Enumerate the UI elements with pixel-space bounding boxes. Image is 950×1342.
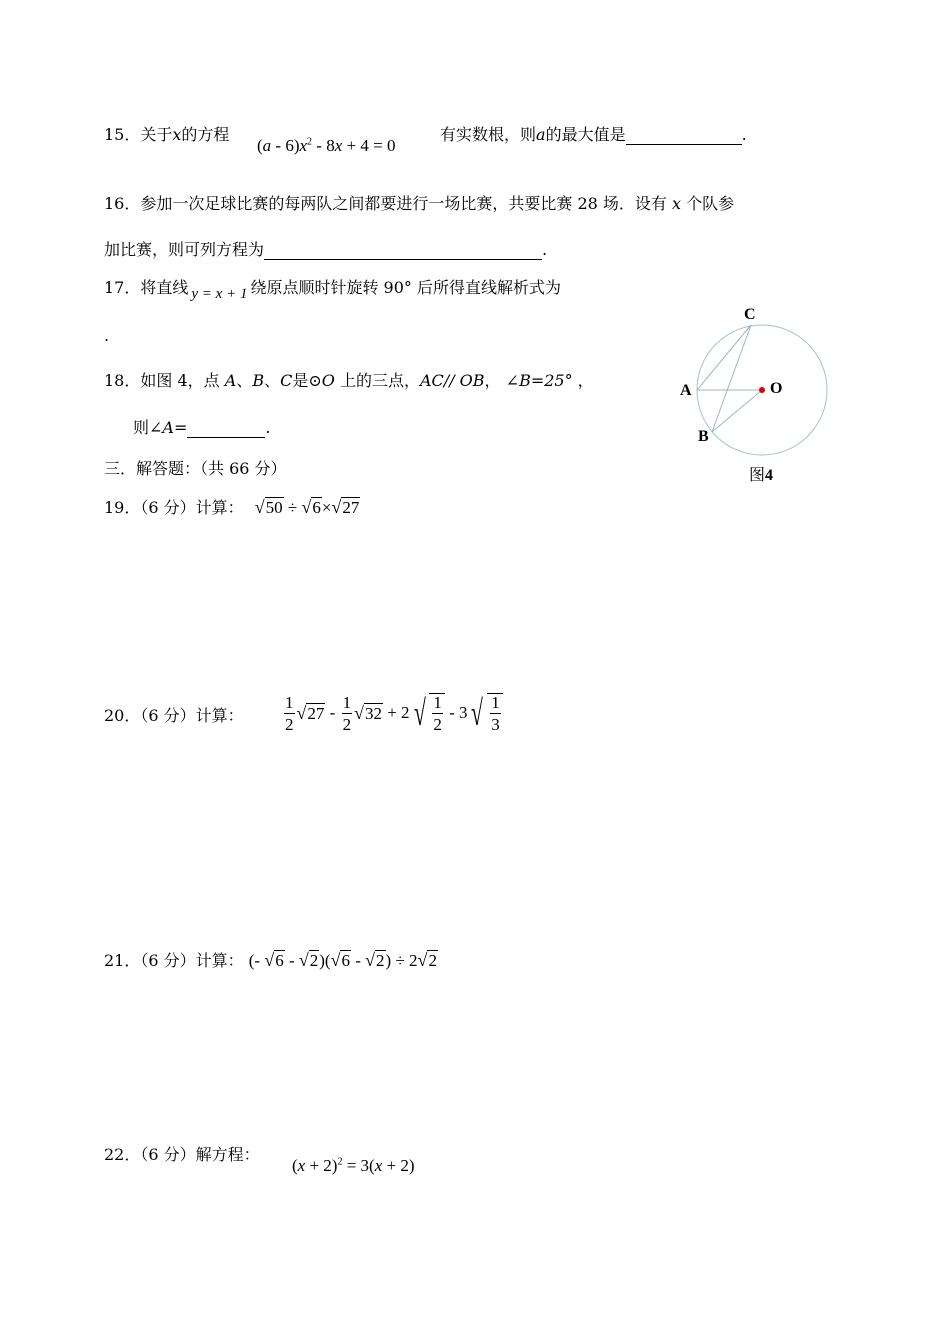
question-16: 16．参加一次足球比赛的每两队之间都要进行一场比赛，共要比赛 28 场．设有 x 个队参 bbox=[104, 194, 735, 213]
q15-tail: 有实数根，则a的最大值是 . bbox=[440, 125, 747, 144]
label-a: A bbox=[680, 382, 692, 399]
figure-caption: 图4 bbox=[749, 465, 774, 484]
q21-expression: (- √6 - √2)(√6 - √2) ÷ 2√2 bbox=[248, 950, 437, 970]
label-b: B bbox=[698, 428, 709, 445]
question-17: 17．将直线 y = x + 1 绕原点顺时针旋转 90° 后所得直线解析式为 bbox=[104, 278, 561, 302]
center-point bbox=[759, 387, 765, 393]
section-3-title: 三．解答题：（共 66 分） bbox=[104, 459, 287, 478]
q20-expression: $\frac{1}{2}$ √27 - $\frac{1}{2}$ √32 + 2 √ $\frac{1}{2}$ - 3 √ $\frac{1}{3}$ bbox=[282, 692, 503, 734]
segment-ac bbox=[697, 325, 751, 390]
question-18-line2: 则∠A= . bbox=[133, 418, 271, 437]
question-21: 21．（6 分）计算： (- √6 - √2)(√6 - √2) ÷ 2√2 bbox=[104, 950, 437, 970]
q15-equation: $(a - 6)x^2 - 8x + 4 = 0$ bbox=[257, 136, 396, 155]
question-16-line2: 加比赛，则可列方程为 . bbox=[104, 240, 548, 259]
answer-blank[interactable] bbox=[264, 240, 542, 260]
q22-equation: $(x + 2)^2 = 3(x + 2)$ bbox=[292, 1156, 415, 1175]
answer-blank[interactable] bbox=[626, 125, 742, 145]
q17-dot: . bbox=[104, 326, 110, 345]
label-o: O bbox=[770, 380, 783, 397]
question-15: 15．关于x的方程 bbox=[104, 125, 230, 144]
question-18: 18．如图 4，点 A、B、C是⊙O 上的三点，AC// OB， ∠B=25° ， bbox=[104, 371, 594, 390]
q19-expression: √50 ÷ √6×√27 bbox=[254, 497, 360, 517]
answer-blank[interactable] bbox=[187, 418, 265, 438]
q15-number: 15． bbox=[104, 125, 141, 144]
question-20: 20．（6 分）计算： bbox=[104, 706, 244, 725]
label-c: C bbox=[744, 306, 756, 323]
question-22: 22．（6 分）解方程： bbox=[104, 1145, 260, 1164]
question-19: 19．（6 分）计算： √50 ÷ √6×√27 bbox=[104, 497, 360, 517]
